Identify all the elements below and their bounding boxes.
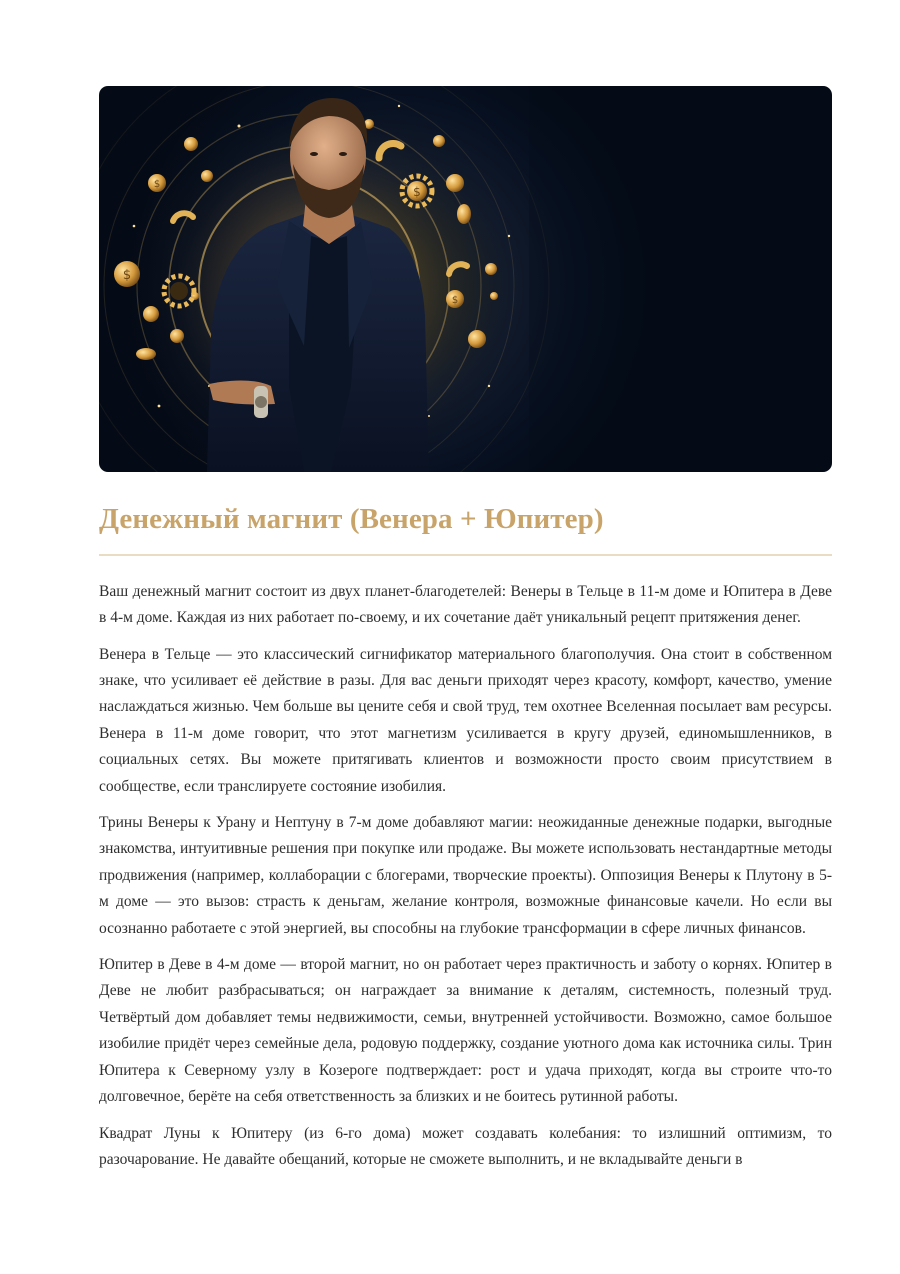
paragraph: Юпитер в Деве в 4-м доме — второй магнит, но он работает через практичность и заботу о корнях. Юпитер в Деве не любит разбрасываться; он награждает за внимание к деталям, системность, полезный труд. Четвёртый дом добавляет темы недвижимости, семьи, внутренней устойчивости. Возможно, самое большое изобилие придёт через семейные дела, родовую поддержку, создание уютного дома как источника силы. Трин Юпитера к Северному узлу в Козероге подтверждает: рост и удача приходят, когда вы строите что-то долговечное, берёте на себя ответственность за близких и не боитесь рутинной работы. [99,956,832,1106]
hero-illustration [99,86,832,472]
coin-icon [468,330,486,348]
hero-image [99,86,832,472]
coin-icon [485,263,497,275]
svg-text:$: $ [451,295,459,306]
coin-icon [184,137,198,151]
coin-icon [170,329,184,343]
article-body [99,579,832,1174]
paragraph: Трины Венеры к Урану и Нептуну в 7-м доме добавляют магии: неожиданные денежные подарки, выгодные знакомства, интуитивные решения при покупке или продаже. Вы можете использовать нестандартные методы продвижения (например, коллаборации с блогерами, творческие проекты). Оппозиция Венеры к Плутону в 5-м доме — это вызов: страсть к деньгам, желание контроля, возможные финансовые качели. Но если вы осознанно работаете с этой энергией, вы способны на глубокие трансформации в сфере личных финансов. [99,814,832,937]
coin-icon [114,261,140,287]
svg-text:$: $ [153,179,161,190]
article [99,86,832,1183]
paragraph: Ваш денежный магнит состоит из двух планет-благодетелей: Венеры в Тельце в 11-м доме и Юпитера в Деве в 4-м доме. Каждая из них работает по-своему, и их сочетание даёт уникальный рецепт притяжения денег. [99,582,832,627]
coin-icon [433,135,445,147]
paragraph: Квадрат Луны к Юпитеру (из 6-го дома) может создавать колебания: то излишний оптимизм, то разочарование. Не давайте обещаний, которые не сможете выполнить, и не вкладывайте деньги в [99,1124,832,1168]
coin-icon [143,306,159,322]
article-title: Денежный магнит (Венера + Юпитер) [99,503,604,535]
coin-icon [201,170,213,182]
paragraph: Венера в Тельце — это классический сигнификатор материального благополучия. Она стоит в собственном знаке, что усиливает её действие в разы. Для вас деньги приходят через красоту, комфорт, качество, умение наслаждаться жизнью. Чем больше вы цените себя и свой труд, тем охотнее Вселенная посылает вам ресурсы. Венера в 11-м доме говорит, что этот магнетизм усиливается в кругу друзей, единомышленников, в социальных сетях. Вы можете притягивать клиентов и возможности просто своим присутствием в сообществе, если транслируете состояние изобилия. [99,645,832,795]
svg-text:$: $ [122,268,132,283]
svg-text:$: $ [413,185,421,199]
coin-icon [457,204,471,224]
coin-icon [148,174,166,192]
coin-icon [490,292,498,300]
coin-icon [446,290,464,308]
title-divider [99,554,832,556]
coin-icon [136,348,156,360]
coin-icon [446,174,464,192]
